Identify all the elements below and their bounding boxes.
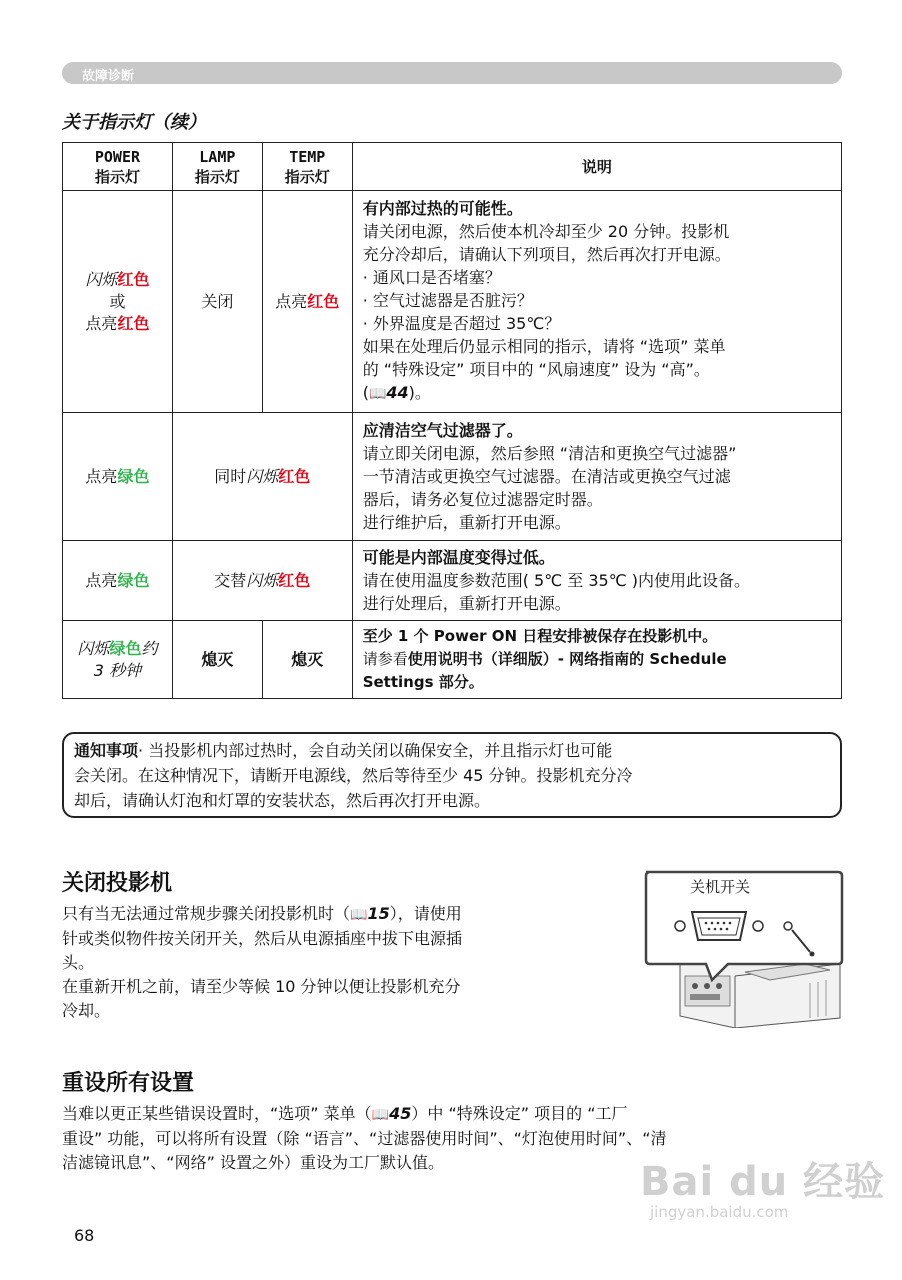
reset-heading: 重设所有设置	[62, 1071, 195, 1096]
desc-cell: 至少 1 个 Power ON 日程安排被保存在投影机中。 请参看使用说明书（详细版）- 网络指南的 Schedule Settings 部分。	[352, 621, 841, 699]
table-row	[63, 541, 842, 621]
watermark-logo: Bai du 经验	[640, 1159, 886, 1205]
notice-box: 通知事项· 当投影机内部过热时，会自动关闭以确保安全，并且指示灯也可能 会关闭。在这种情况下，请断开电源线，然后等待至少 45 分钟。投影机充分冷 却后，请确认灯泡和灯罩的安装状态，然后再次打开电源。	[62, 732, 842, 818]
book-icon: 📖	[371, 1107, 390, 1123]
desc-cell: 可能是内部温度变得过低。 请在使用温度参数范围( 5℃ 至 35℃ )内使用此设备。 进行处理后，重新打开电源。	[352, 541, 841, 621]
lamp-temp-cell: 交替闪烁红色	[172, 541, 352, 621]
temp-cell: 点亮红色	[262, 191, 352, 413]
desc-cell: 应清洁空气过滤器了。 请立即关闭电源，然后参照 “清洁和更换空气过滤器” 一节清洁或更换空气过滤器。在清洁或更换空气过滤 器后，请务必复位过滤器定时器。 进行维护后，重新打开电源。	[352, 413, 841, 541]
shutdown-paragraph: 只有当无法通过常规步骤关闭投影机时（📖15），请使用 针或类似物件按关闭开关，然后从电源插座中拔下电源插 头。 在重新开机之前，请至少等候 10 分钟以便让投影机充分 冷却。	[62, 904, 463, 1020]
shutdown-heading: 关闭投影机	[62, 871, 173, 896]
page-ref[interactable]: 15	[367, 904, 390, 923]
table-header-row	[63, 143, 842, 191]
watermark-url: jingyan.baidu.com	[650, 1203, 789, 1221]
lamp-cell: 关闭	[172, 191, 262, 413]
page-ref[interactable]: 44	[386, 383, 409, 402]
table-row	[63, 191, 842, 413]
desc-title: 应清洁空气过滤器了。	[362, 421, 523, 440]
section-header-label: 故障诊断	[82, 69, 135, 84]
shutdown-switch-illustration	[640, 868, 844, 1028]
lamp-temp-cell: 同时闪烁红色	[172, 413, 352, 541]
desc-cell: 有内部过热的可能性。 请关闭电源，然后使本机冷却至少 20 分钟。投影机 充分冷却后，请确认下列项目，然后再次打开电源。 · 通风口是否堵塞？ · 空气过滤器是否脏污？ · 外界温度是否超过 35℃？ 如果在处理后仍显示相同的指示，请将 “选项” 菜单 的 “特殊设定” 项目中的 “风扇速度” 设为 “高”。 (📖44)。	[352, 191, 841, 413]
reset-paragraph: 当难以更正某些错误设置时，“选项” 菜单（📖45）中 “特殊设定” 项目的 “工厂 重设” 功能，可以将所有设置（除 “语言”、“过滤器使用时间”、“灯泡使用时间”、“清 洁滤镜讯息”、“网络” 设置之外）重设为工厂默认值。	[62, 1104, 667, 1172]
indicator-section-title: 关于指示灯（续）	[62, 112, 206, 133]
section-header-bar	[62, 62, 842, 84]
shutdown-switch-label: 关机开关	[690, 878, 751, 896]
table-row	[63, 621, 842, 699]
desc-title: 至少 1 个 Power ON 日程安排被保存在投影机中。	[362, 627, 718, 645]
temp-cell: 熄灭	[262, 621, 352, 699]
power-cell: 闪烁绿色约 3 秒钟	[63, 621, 173, 699]
header-lamp: LAMP 指示灯	[172, 143, 262, 191]
header-temp: TEMP 指示灯	[262, 143, 352, 191]
power-cell: 闪烁红色 或 点亮红色	[63, 191, 173, 413]
lamp-cell: 熄灭	[172, 621, 262, 699]
header-desc: 说明	[352, 143, 841, 191]
book-icon: 📖	[350, 907, 368, 923]
desc-title: 有内部过热的可能性。	[362, 199, 523, 218]
watermark	[640, 1150, 885, 1221]
desc-title: 可能是内部温度变得过低。	[362, 548, 555, 567]
table-row	[63, 413, 842, 541]
power-cell: 点亮绿色	[63, 541, 173, 621]
notice-label: 通知事项	[74, 741, 139, 760]
page-number: 68	[74, 1226, 95, 1245]
book-icon: 📖	[368, 386, 387, 402]
power-cell: 点亮绿色	[63, 413, 173, 541]
header-power: POWER 指示灯	[63, 143, 173, 191]
indicator-table	[62, 142, 842, 699]
page-ref[interactable]: 45	[389, 1104, 412, 1123]
